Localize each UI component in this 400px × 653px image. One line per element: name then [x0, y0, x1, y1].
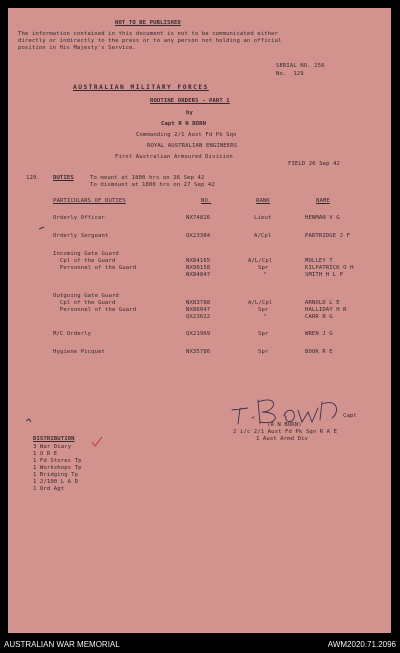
row-name: MOLLEY T: [305, 258, 333, 264]
row-duty: Hygiene Picquet: [53, 349, 106, 355]
signature-formation: 1 Aust Armd Div: [256, 436, 309, 442]
distribution-item: 1 Workshops Tp: [33, 465, 82, 471]
footer-accession: AWM2020.71.2096: [327, 640, 396, 649]
margin-mark-icon: [25, 418, 33, 424]
row-no: NX35786: [186, 349, 211, 355]
row-duty: Cpl of the Guard: [53, 300, 116, 306]
row-name: PARTRIDGE J F: [305, 233, 351, 239]
row-duty: Personnel of the Guard: [53, 265, 137, 271]
row-duty: Personnel of the Guard: [53, 307, 137, 313]
row-duty: Orderly Officer: [53, 215, 106, 221]
row-name: HENMAN V G: [305, 215, 340, 221]
row-rank: Lieut: [254, 215, 272, 221]
footer-institution: AUSTRALIAN WAR MEMORIAL: [4, 640, 120, 649]
row-name: HALLIDAY H R: [305, 307, 347, 313]
row-name: KILPATRICK O H: [305, 265, 354, 271]
document-page: [8, 8, 391, 633]
row-duty: Outgoing Gate Guard: [53, 293, 119, 299]
header-name: NAME: [316, 198, 330, 204]
row-name: ARNOLD L E: [305, 300, 340, 306]
field-date: FIELD 26 Sep 42: [288, 161, 341, 167]
signature-rank: Capt: [343, 413, 357, 419]
distribution-item: 3 War Diary: [33, 444, 72, 450]
distribution-title: DISTRIBUTION: [33, 436, 75, 442]
signature-appointment: 2 i/c 2/1 Aust Fd Pk Sqn R A E: [233, 429, 338, 435]
serial-number: SERIAL NO. 256: [276, 63, 325, 69]
order-title: DUTIES: [53, 175, 74, 181]
row-name: BOOK R E: [305, 349, 333, 355]
row-no: QX21969: [186, 331, 211, 337]
row-rank: Spr: [258, 307, 269, 313]
issuing-officer: Capt R N BORN: [161, 121, 207, 127]
row-rank: Spr: [258, 349, 269, 355]
by-label: by: [186, 110, 193, 116]
force-heading: AUSTRALIAN MILITARY FORCES: [73, 84, 209, 91]
tick-mark-icon: [90, 436, 104, 450]
row-no: NX84165: [186, 258, 211, 264]
division-line: First Australian Armoured Division: [115, 154, 233, 160]
row-no: NX83788: [186, 300, 211, 306]
distribution-item: 1 Ord Agt: [33, 486, 65, 492]
row-rank: Spr: [258, 331, 269, 337]
row-rank: ": [263, 272, 267, 278]
command-line: Commanding 2/1 Aust Fd Pk Sqn: [136, 132, 237, 138]
document-number: No. 129: [276, 71, 304, 77]
row-rank: Spr: [258, 265, 269, 271]
row-rank: A/L/Cpl: [248, 300, 273, 306]
margin-mark-icon: [38, 225, 46, 231]
order-number: 129.: [26, 175, 40, 181]
distribution-item: 1 Fd Stores Tp: [33, 458, 82, 464]
orders-heading: ROUTINE ORDERS - PART 1: [150, 98, 230, 104]
header-duties: PARTICULARS OF DUTIES: [53, 198, 126, 204]
header-no: NO.: [201, 198, 212, 204]
distribution-item: 1 O R E: [33, 451, 58, 457]
row-name: SMITH H L P: [305, 272, 344, 278]
row-rank: A/Cpl: [254, 233, 272, 239]
row-no: NX86047: [186, 307, 211, 313]
header-rank: RANK: [256, 198, 270, 204]
row-no: NX74826: [186, 215, 211, 221]
row-rank: ": [263, 314, 267, 320]
row-name: CARR R G: [305, 314, 333, 320]
restriction-line-2: directly or indirectly to the press or to any person not holding an official: [18, 38, 282, 44]
restriction-line-3: position in His Majesty's Service.: [18, 45, 136, 51]
order-dismount-line: To dismount at 1800 hrs on 27 Sep 42: [90, 182, 215, 188]
distribution-item: 1 2/100 L A D: [33, 479, 79, 485]
row-no: QX23384: [186, 233, 211, 239]
restriction-title: NOT TO BE PUBLISHED: [115, 20, 181, 26]
row-duty: Cpl of the Guard: [53, 258, 116, 264]
row-duty: Incoming Gate Guard: [53, 251, 119, 257]
corps-line: ROYAL AUSTRALIAN ENGINEERS: [147, 143, 238, 149]
row-rank: A/L/Cpl: [248, 258, 273, 264]
row-duty: M/C Orderly: [53, 331, 92, 337]
restriction-line-1: The information contained in this document is not to be communicated either: [18, 31, 279, 37]
row-no: NX84847: [186, 272, 211, 278]
row-no: NX90158: [186, 265, 211, 271]
row-duty: Orderly Sergeant: [53, 233, 109, 239]
row-name: WREN J G: [305, 331, 333, 337]
row-no: QX23622: [186, 314, 211, 320]
order-mount-line: To mount at 1800 hrs on 26 Sep 42: [90, 175, 205, 181]
distribution-item: 1 Bridging Tp: [33, 472, 79, 478]
signature-name: (R N BORN): [267, 422, 302, 428]
